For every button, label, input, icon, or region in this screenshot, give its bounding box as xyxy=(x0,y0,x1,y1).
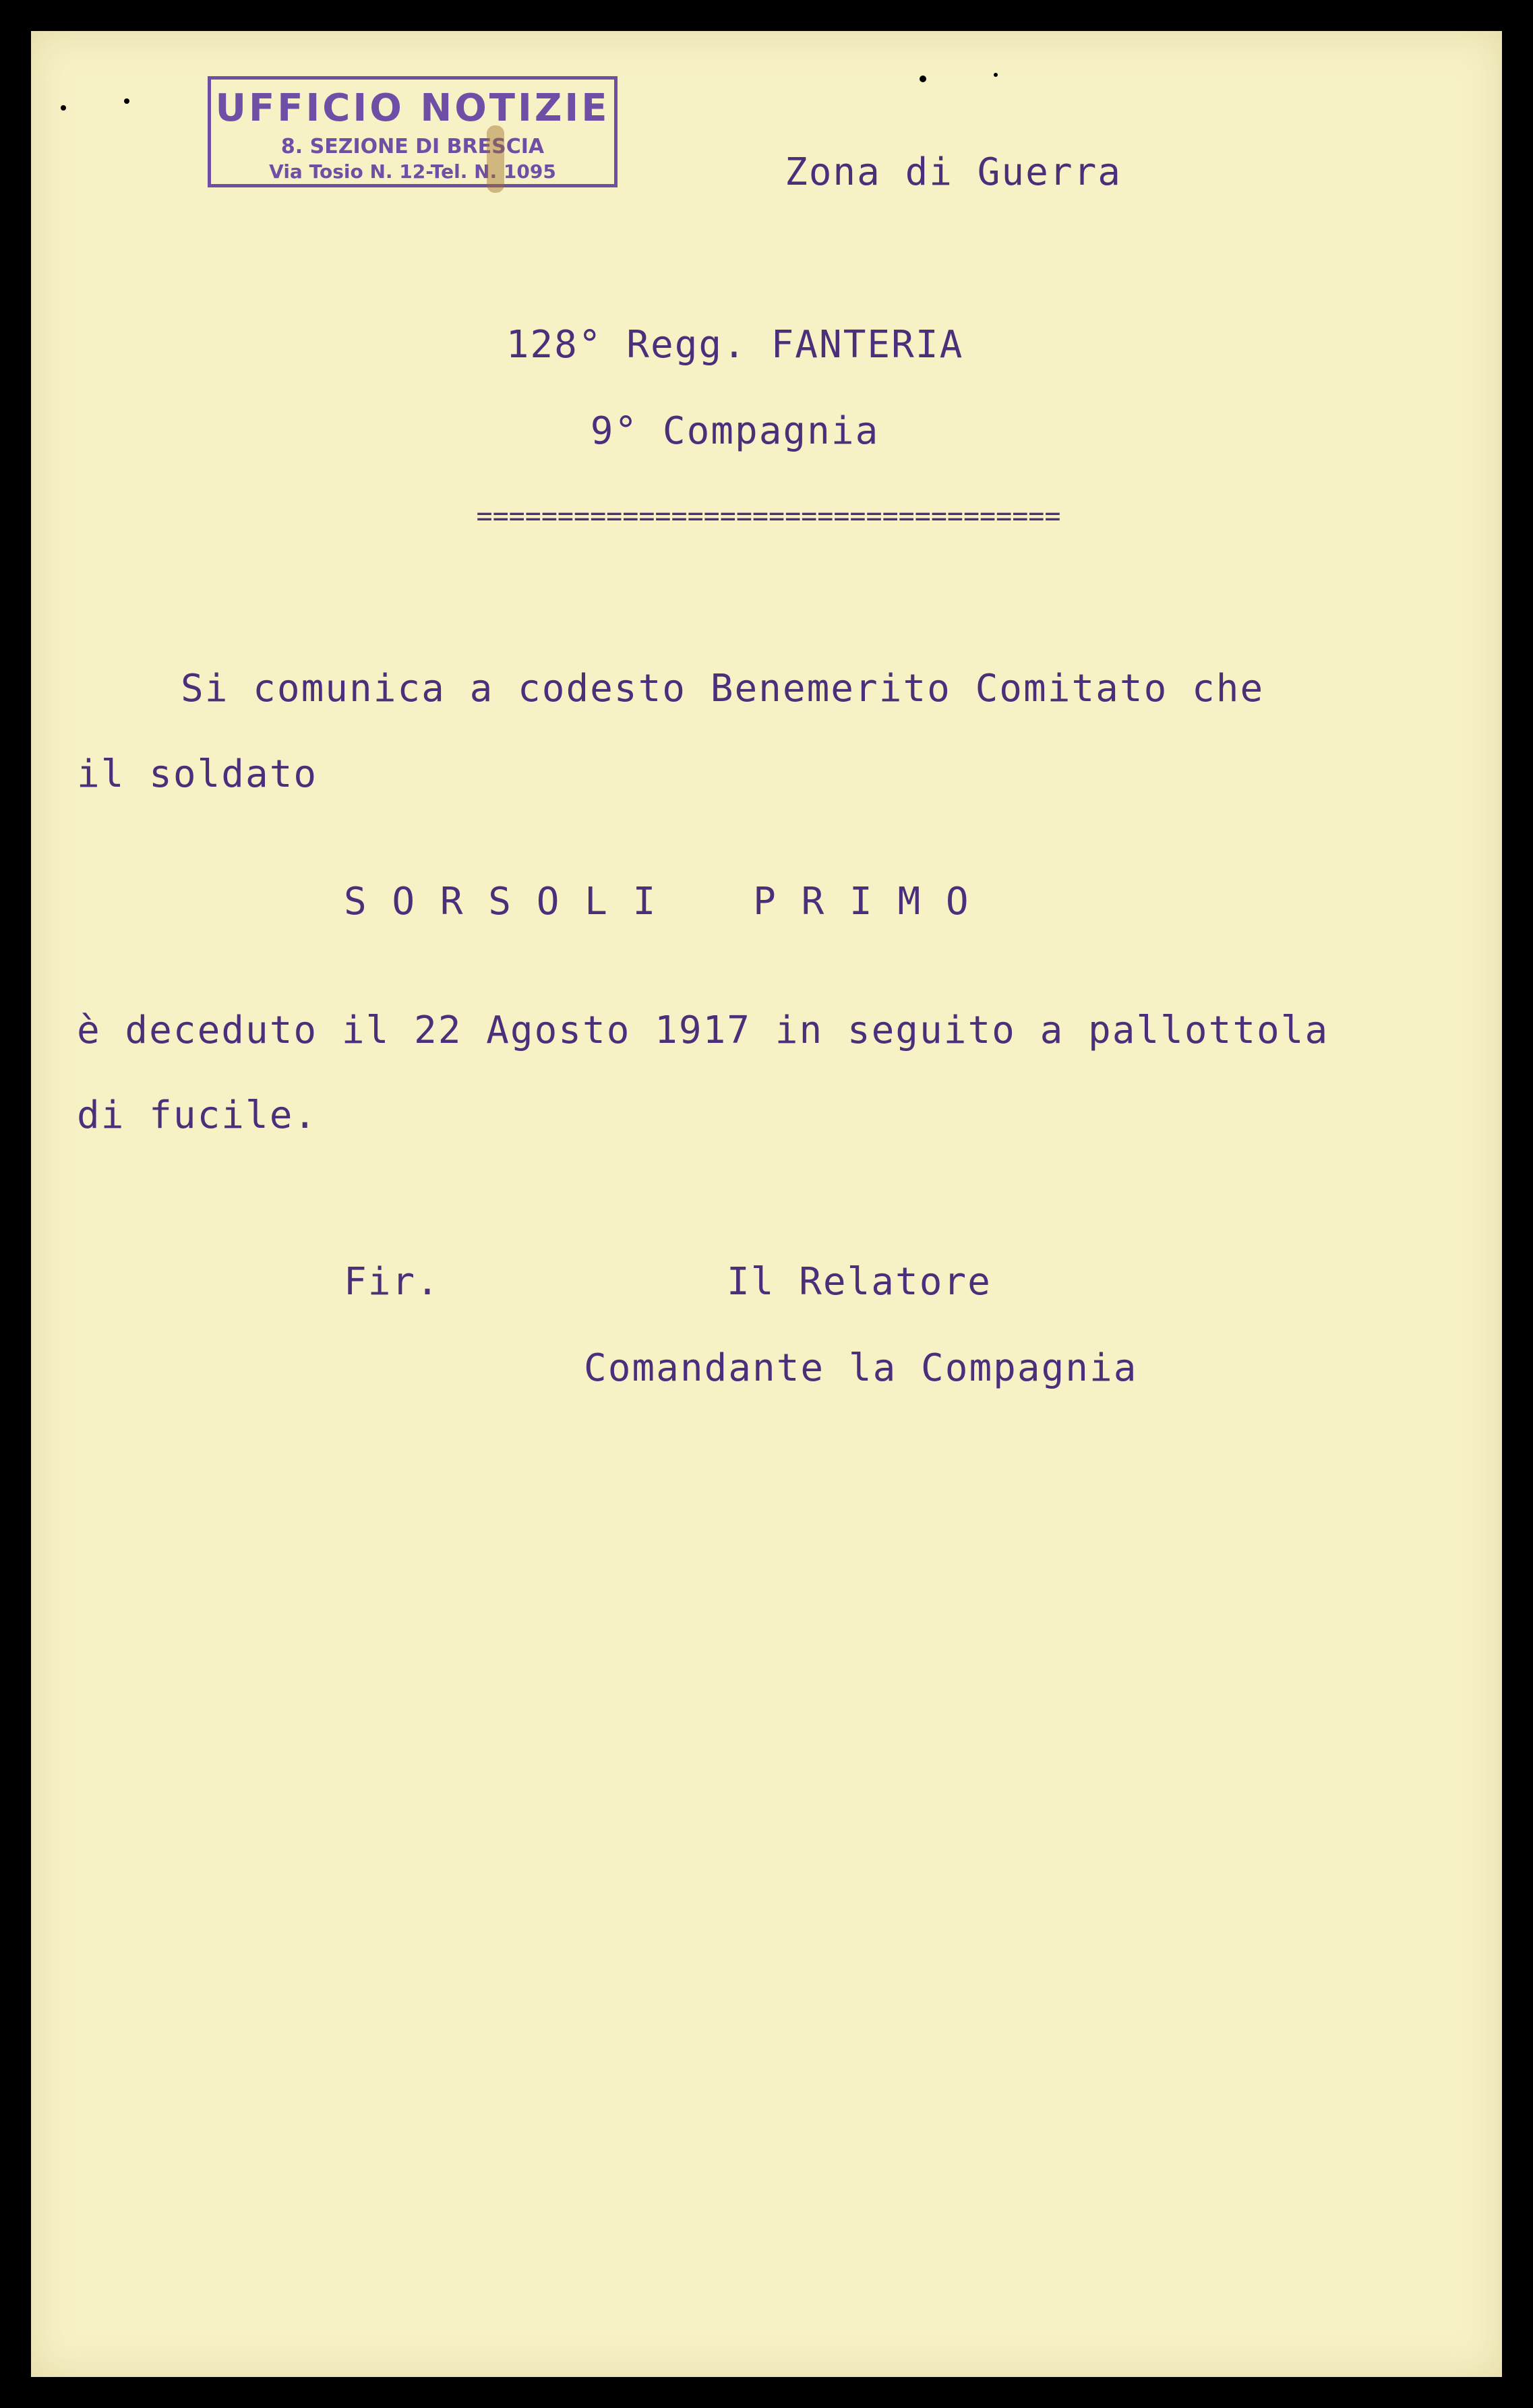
regiment-heading: 128° Regg. FANTERIA xyxy=(506,323,964,367)
stamp-address: Via Tosio N. 12-Tel. N. 1095 xyxy=(269,160,556,183)
body-line-2: il soldato xyxy=(77,752,318,796)
paper-speck xyxy=(920,76,926,82)
company-heading: 9° Compagnia xyxy=(590,409,880,453)
signature-role: Comandante la Compagnia xyxy=(584,1346,1138,1390)
separator-line: ==================================== xyxy=(476,501,1061,532)
stamp-office-name: UFFICIO NOTIZIE xyxy=(215,86,610,130)
soldier-name: S O R S O L I P R I M O xyxy=(344,880,970,924)
stamp-section: 8. SEZIONE DI BRESCIA xyxy=(280,135,545,158)
office-stamp xyxy=(208,76,618,187)
body-line-4: di fucile. xyxy=(77,1093,318,1137)
signature-title: Il Relatore xyxy=(727,1260,992,1304)
paper-speck xyxy=(124,98,129,104)
document-page xyxy=(31,31,1502,2377)
paper-speck xyxy=(61,105,66,111)
body-line-1: Si comunica a codesto Benemerito Comitato che xyxy=(181,667,1265,711)
paper-speck xyxy=(994,73,998,77)
location-line: Zona di Guerra xyxy=(785,150,1122,194)
rust-stain xyxy=(487,125,504,193)
body-line-3: è deceduto il 22 Agosto 1917 in seguito a pallottola xyxy=(77,1009,1329,1052)
signature-prefix: Fir. xyxy=(344,1260,440,1304)
